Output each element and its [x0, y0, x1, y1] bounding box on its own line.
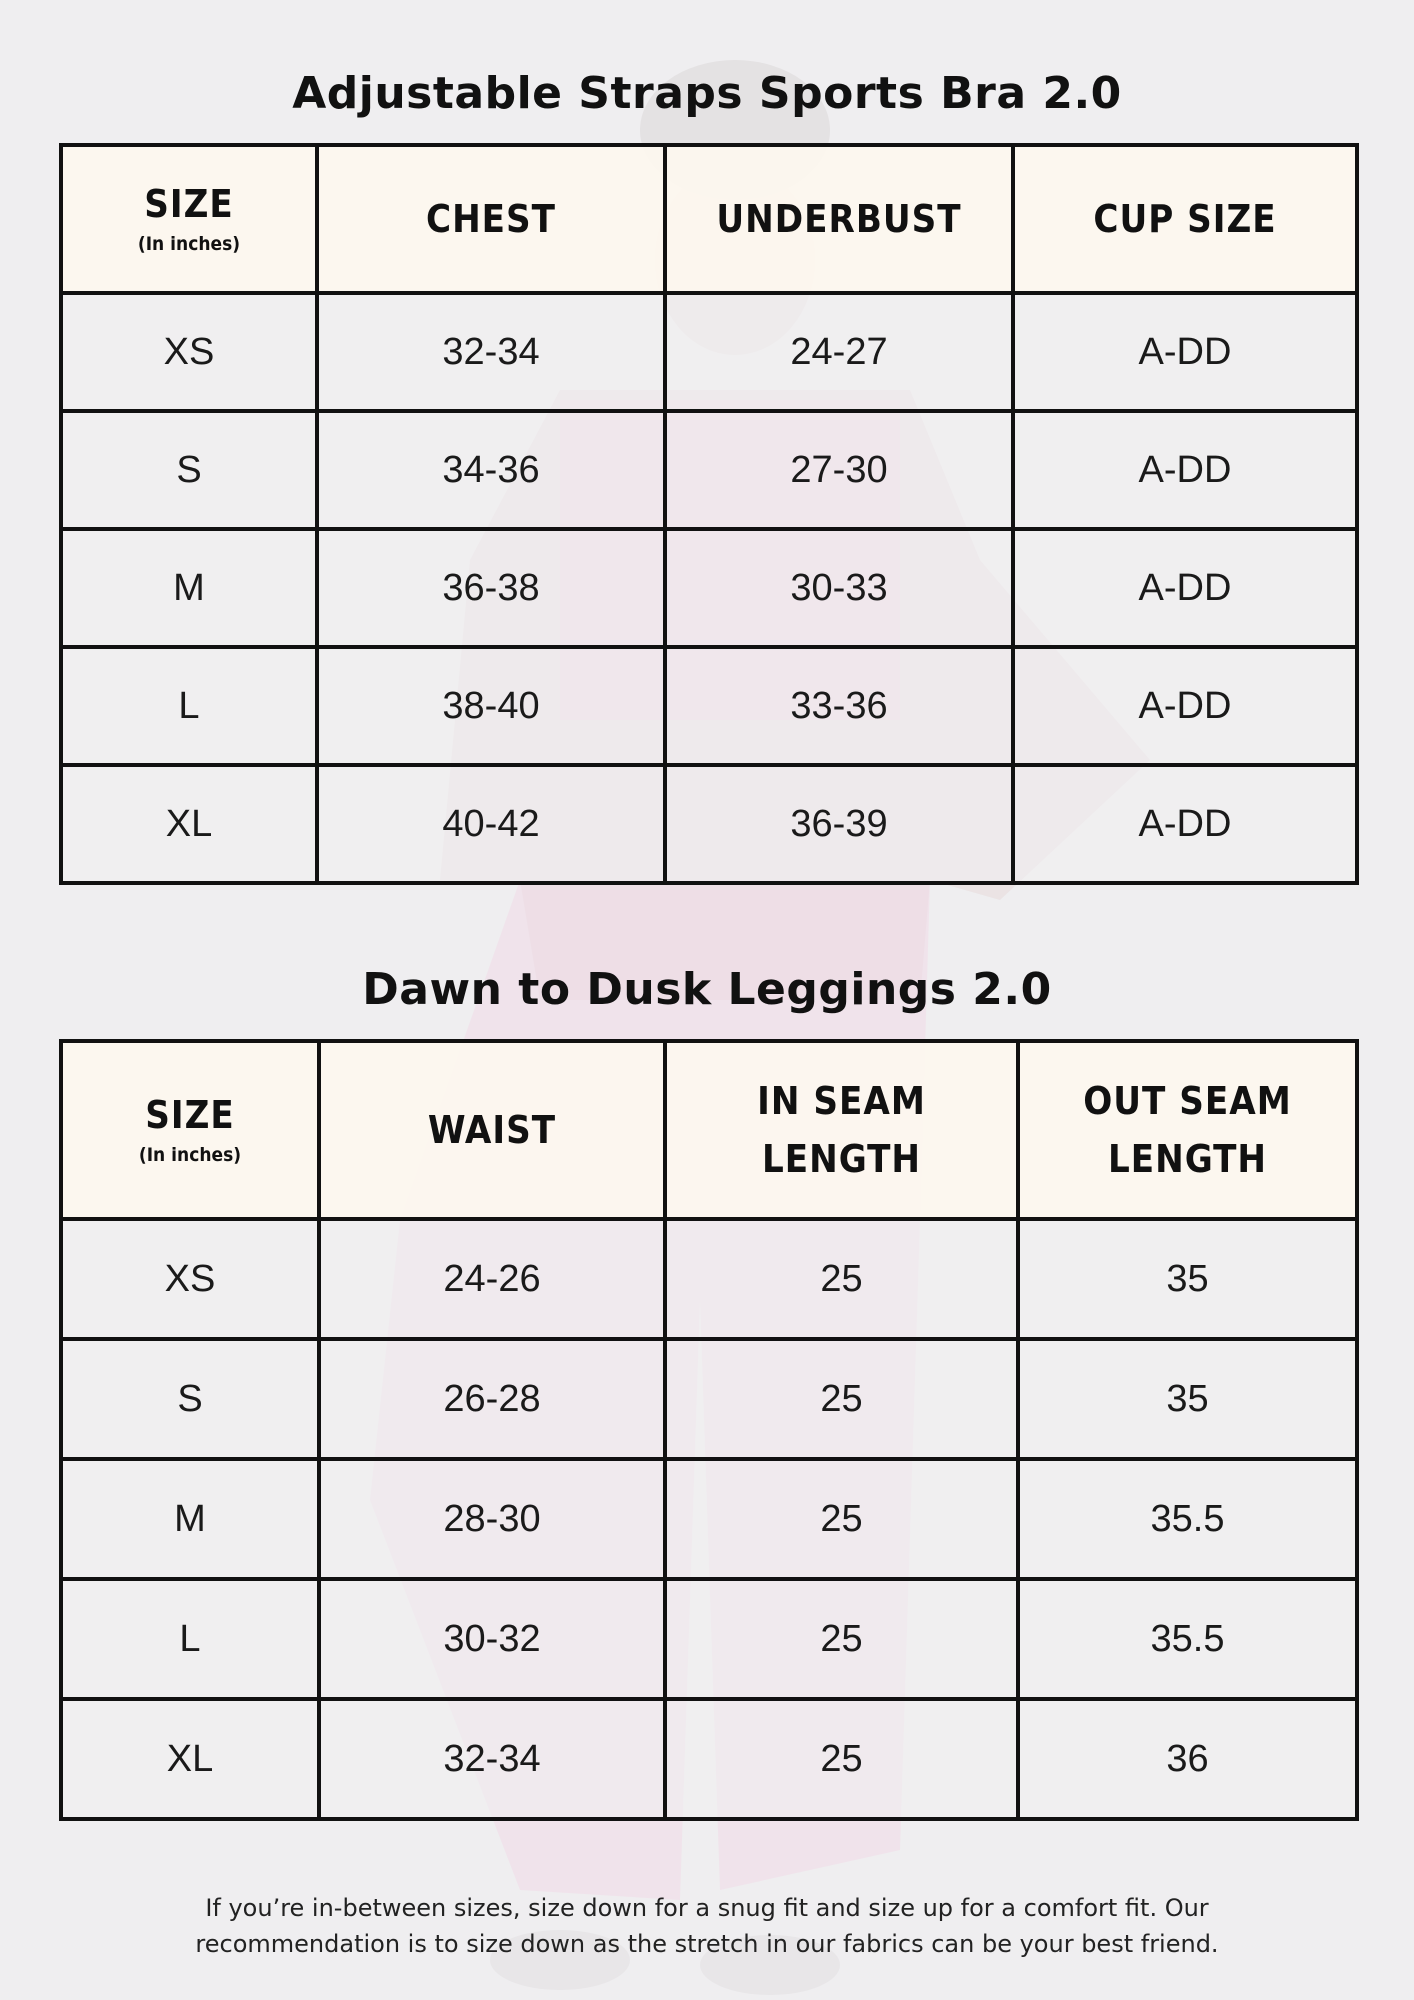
table-row — [61, 1339, 1357, 1459]
chest-cell: 36-38 — [317, 529, 665, 647]
header-size — [61, 1041, 319, 1219]
underbust-cell: 24-27 — [665, 293, 1013, 411]
in-seam-cell: 25 — [665, 1699, 1018, 1819]
table-row — [61, 647, 1357, 765]
table-header-row — [61, 1041, 1357, 1219]
header-size-unit: (In inches) — [138, 1144, 242, 1166]
header-out-seam-line1: OUT SEAM — [1083, 1079, 1292, 1123]
leggings-chart-title: Dawn to Dusk Leggings 2.0 — [362, 964, 1052, 1015]
header-in-seam-line2: LENGTH — [761, 1137, 922, 1181]
header-size-unit: (In inches) — [137, 233, 241, 255]
waist-cell: 32-34 — [319, 1699, 665, 1819]
in-seam-cell: 25 — [665, 1579, 1018, 1699]
out-seam-cell: 35.5 — [1018, 1579, 1357, 1699]
underbust-cell: 30-33 — [665, 529, 1013, 647]
out-seam-cell: 36 — [1018, 1699, 1357, 1819]
chest-cell: 34-36 — [317, 411, 665, 529]
table-row — [61, 1219, 1357, 1339]
cup-size-cell: A-DD — [1013, 765, 1357, 883]
header-in-seam-length — [665, 1041, 1018, 1219]
underbust-cell: 33-36 — [665, 647, 1013, 765]
table-header-row — [61, 145, 1357, 293]
bra-chart-title: Adjustable Straps Sports Bra 2.0 — [292, 68, 1122, 119]
underbust-cell: 36-39 — [665, 765, 1013, 883]
header-cup-size: CUP SIZE — [1013, 145, 1357, 293]
waist-cell: 28-30 — [319, 1459, 665, 1579]
size-cell: XL — [61, 1699, 319, 1819]
header-waist: WAIST — [319, 1041, 665, 1219]
size-cell: S — [61, 1339, 319, 1459]
table-row — [61, 529, 1357, 647]
header-size-label: SIZE — [144, 182, 234, 226]
chest-cell: 32-34 — [317, 293, 665, 411]
waist-cell: 30-32 — [319, 1579, 665, 1699]
waist-cell: 26-28 — [319, 1339, 665, 1459]
size-cell: S — [61, 411, 317, 529]
size-cell: XL — [61, 765, 317, 883]
table-row — [61, 1459, 1357, 1579]
leggings-size-table — [59, 1039, 1359, 1821]
chest-cell: 38-40 — [317, 647, 665, 765]
size-cell: M — [61, 529, 317, 647]
header-size-label: SIZE — [145, 1093, 235, 1137]
in-seam-cell: 25 — [665, 1459, 1018, 1579]
header-underbust: UNDERBUST — [665, 145, 1013, 293]
size-cell: L — [61, 647, 317, 765]
header-size — [61, 145, 317, 293]
sizing-recommendation-note — [0, 1890, 1414, 1962]
table-row — [61, 293, 1357, 411]
table-row — [61, 411, 1357, 529]
header-in-seam-line1: IN SEAM — [757, 1079, 926, 1123]
size-cell: XS — [61, 293, 317, 411]
cup-size-cell: A-DD — [1013, 293, 1357, 411]
in-seam-cell: 25 — [665, 1219, 1018, 1339]
cup-size-cell: A-DD — [1013, 411, 1357, 529]
waist-cell: 24-26 — [319, 1219, 665, 1339]
underbust-cell: 27-30 — [665, 411, 1013, 529]
out-seam-cell: 35 — [1018, 1219, 1357, 1339]
in-seam-cell: 25 — [665, 1339, 1018, 1459]
table-row — [61, 1699, 1357, 1819]
header-out-seam-line2: LENGTH — [1107, 1137, 1268, 1181]
header-chest: CHEST — [317, 145, 665, 293]
size-cell: M — [61, 1459, 319, 1579]
size-cell: XS — [61, 1219, 319, 1339]
chest-cell: 40-42 — [317, 765, 665, 883]
table-row — [61, 765, 1357, 883]
cup-size-cell: A-DD — [1013, 529, 1357, 647]
note-line-1: If you’re in-between sizes, size down for a snug fit and size up for a comfort fit. Our — [205, 1894, 1209, 1922]
out-seam-cell: 35.5 — [1018, 1459, 1357, 1579]
cup-size-cell: A-DD — [1013, 647, 1357, 765]
bra-size-table — [59, 143, 1359, 885]
table-row — [61, 1579, 1357, 1699]
size-cell: L — [61, 1579, 319, 1699]
header-out-seam-length — [1018, 1041, 1357, 1219]
out-seam-cell: 35 — [1018, 1339, 1357, 1459]
note-line-2: recommendation is to size down as the stretch in our fabrics can be your best friend. — [195, 1930, 1219, 1958]
